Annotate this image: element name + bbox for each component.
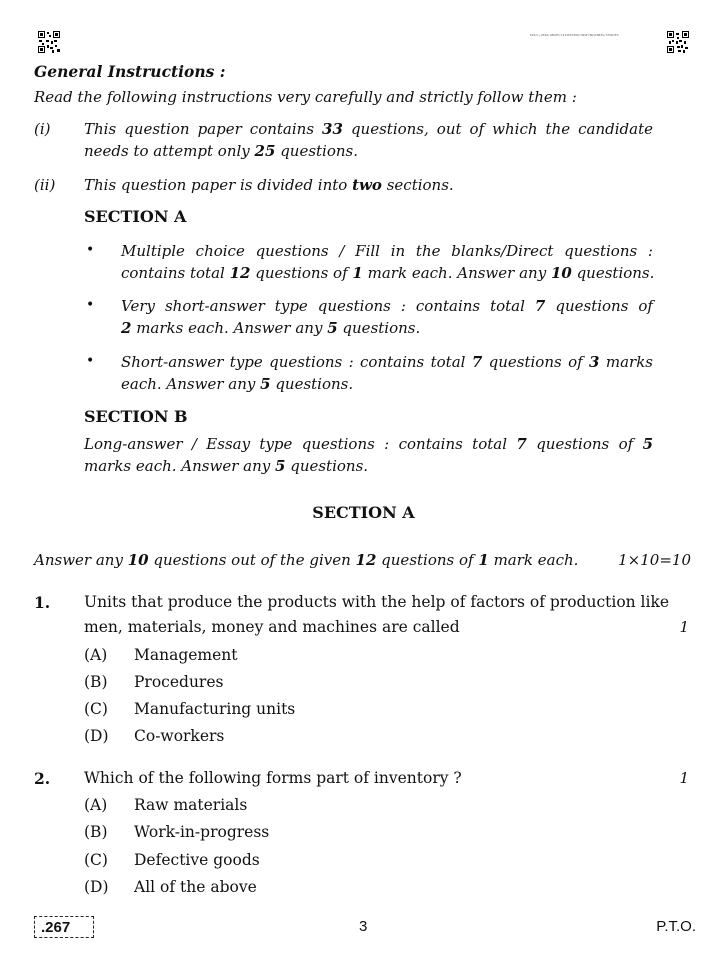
question-2-option-c-label: (C)	[84, 851, 108, 869]
instructions-intro: Read the following instructions very carefully and strictly follow them :	[34, 88, 577, 106]
bullet-icon: •	[86, 297, 95, 313]
instruction-ii-text: This question paper is divided into two sections.	[84, 176, 454, 194]
instruction-i-line1: This question paper contains 33 questions, out of which the candidate	[84, 120, 653, 138]
qr-code-icon-left	[38, 31, 60, 53]
question-1-option-a-label: (A)	[84, 646, 108, 664]
instructions-title: General Instructions :	[34, 62, 226, 81]
question-2-option-a: Raw materials	[134, 796, 248, 814]
question-2-option-d: All of the above	[134, 878, 257, 896]
section-b-heading: SECTION B	[84, 407, 188, 426]
instruction-number-ii: (ii)	[34, 176, 56, 194]
section-b-line2: marks each. Answer any 5 questions.	[84, 457, 369, 475]
question-1-option-d: Co-workers	[134, 727, 225, 745]
question-2-option-c: Defective goods	[134, 851, 260, 869]
section-b-line1: Long-answer / Essay type questions : contains total 7 questions of 5	[84, 435, 653, 453]
question-1-option-a: Management	[134, 646, 238, 664]
question-1-option-b-label: (B)	[84, 673, 108, 691]
question-1-option-c: Manufacturing units	[134, 700, 296, 718]
question-1-marks: 1	[679, 618, 689, 636]
question-1-option-d-label: (D)	[84, 727, 109, 745]
instruction-i-line2: needs to attempt only 25 questions.	[84, 142, 359, 160]
section-a-bullet1-line1: Multiple choice questions / Fill in the blanks/Direct questions :	[121, 242, 653, 260]
question-2-number: 2.	[34, 769, 51, 788]
section-a-title: SECTION A	[312, 503, 415, 522]
section-a-note: Answer any 10 questions out of the given 12 questions of 1 mark each.	[34, 551, 579, 569]
header-serial-code: E26/L/2020/ABCDE/1234567890/CBSE/BUSINESS/STUDIES	[530, 33, 619, 37]
question-2-option-b-label: (B)	[84, 823, 108, 841]
question-1-option-b: Procedures	[134, 673, 224, 691]
question-2-option-d-label: (D)	[84, 878, 109, 896]
bullet-icon: •	[86, 242, 95, 258]
question-2-line1: Which of the following forms part of inventory ?	[84, 769, 462, 787]
section-a-bullet3-line1: Short-answer type questions : contains total 7 questions of 3 marks	[121, 353, 653, 371]
question-2-option-a-label: (A)	[84, 796, 108, 814]
question-2-option-b: Work-in-progress	[134, 823, 270, 841]
instruction-number-i: (i)	[34, 120, 51, 138]
page-number: 3	[359, 918, 368, 935]
section-a-bullet1-line2: contains total 12 questions of 1 mark each. Answer any 10 questions.	[121, 264, 655, 282]
question-2-marks: 1	[679, 769, 689, 787]
paper-code: .267	[34, 916, 94, 938]
pto-label: P.T.O.	[656, 918, 696, 935]
section-a-bullet2-line1: Very short-answer type questions : contains total 7 questions of	[121, 297, 653, 315]
section-a-bullet3-line2: each. Answer any 5 questions.	[121, 375, 354, 393]
section-a-marks: 1×10=10	[618, 551, 691, 569]
question-1-line1: Units that produce the products with the help of factors of production like	[84, 593, 670, 611]
question-1-line2: men, materials, money and machines are called	[84, 618, 460, 636]
section-a-bullet2-line2: 2 marks each. Answer any 5 questions.	[121, 319, 421, 337]
question-1-option-c-label: (C)	[84, 700, 108, 718]
qr-code-icon-right	[667, 31, 689, 53]
question-1-number: 1.	[34, 593, 51, 612]
section-a-heading: SECTION A	[84, 207, 187, 226]
bullet-icon: •	[86, 353, 95, 369]
